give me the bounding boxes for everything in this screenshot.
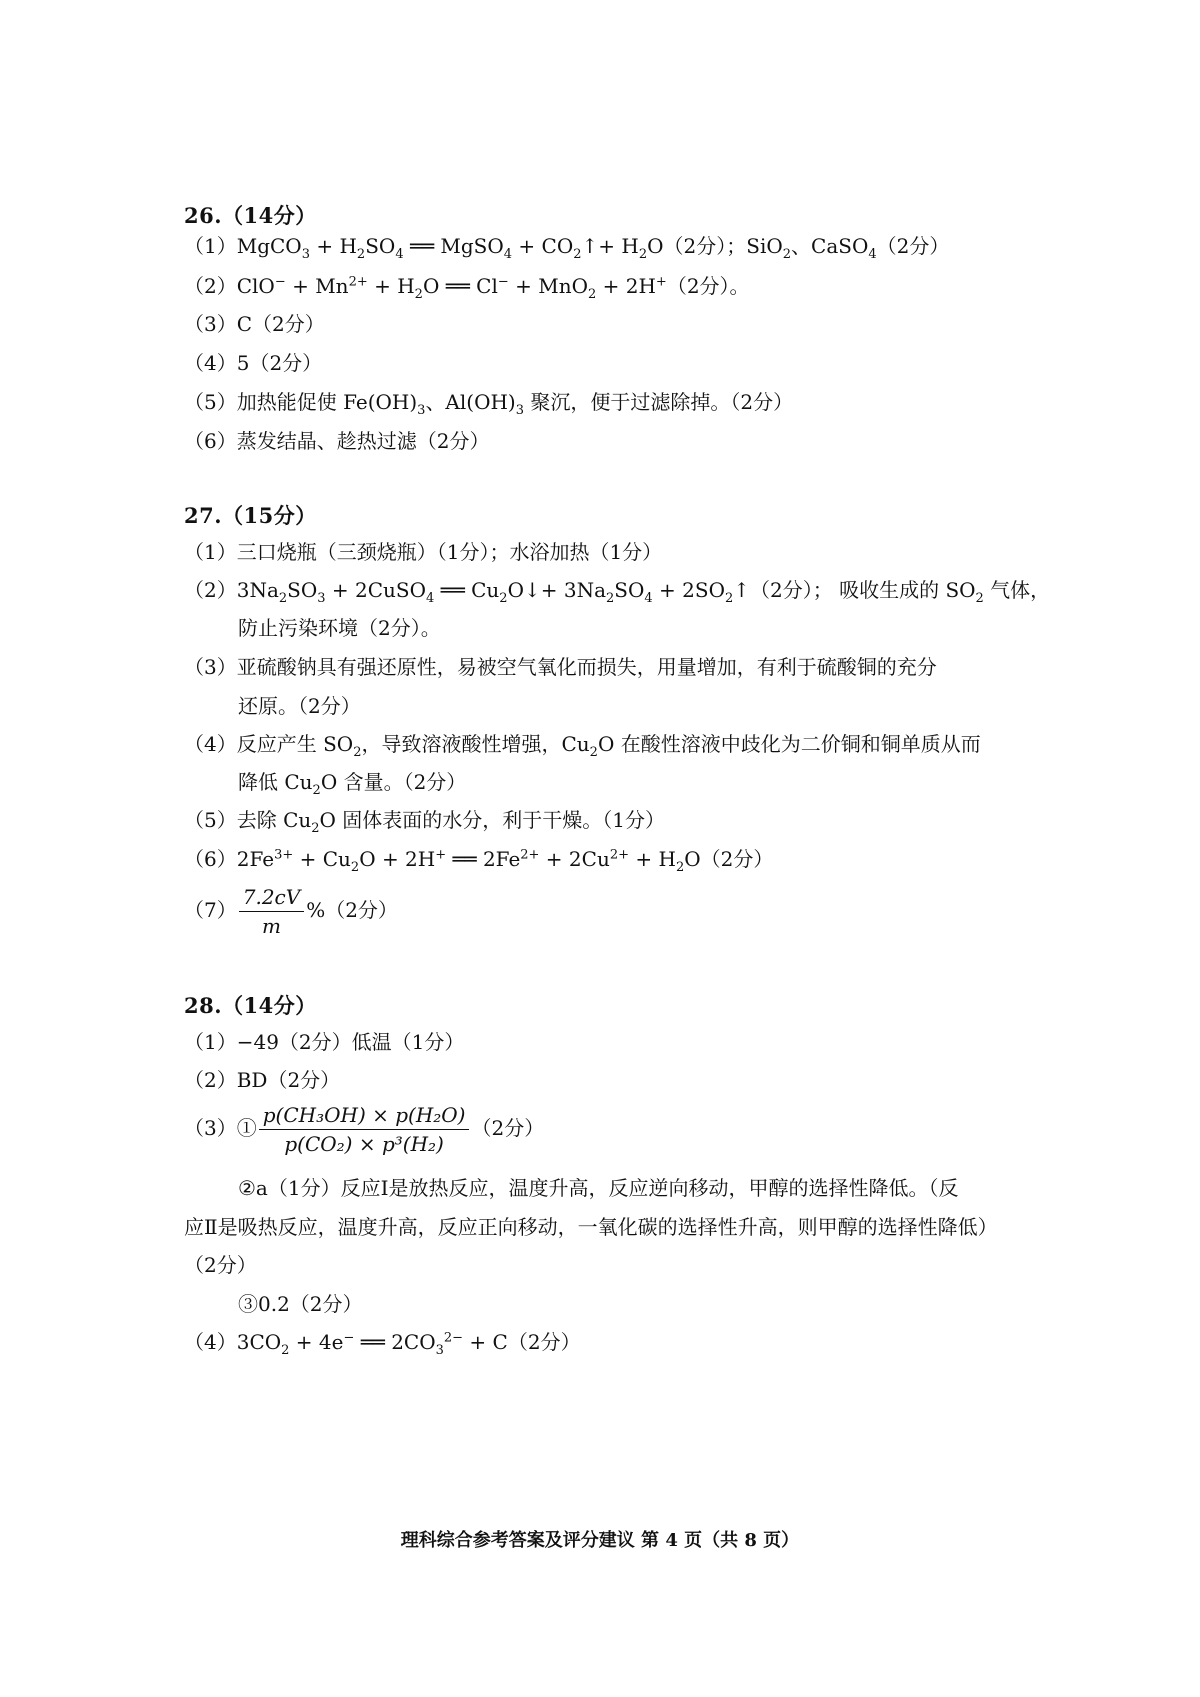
q27-answer-1: （1）三口烧瓶（三颈烧瓶）（1分）；水浴加热（1分）: [184, 540, 663, 564]
q27-answer-2: $(2)3Na_2SO_3$ + 2CuSO$_4$ ══ $Cu_2O↓+ 3Na_2SO_4$ + $2SO_2↑(2$分）； 吸收生成的 $SO_2$ 气体，: [184, 578, 1051, 606]
q28-answer-2: （2）BD（2分）: [184, 1068, 341, 1092]
q27-title: 27.（15分）: [184, 503, 317, 528]
q27-answer-2-cont: 防止污染环境（2分）。: [238, 616, 441, 640]
q26-answer-6: （6）蒸发结晶、趁热过滤（2分）: [184, 429, 490, 453]
q26-title: 26.（14分）: [184, 203, 317, 228]
q28-title: 28.（14分）: [184, 993, 317, 1018]
q27-answer-7: （7） $\frac{7.2cV}{m}$ %（2分）: [184, 885, 398, 938]
q27-answer-5: （5）去除 $Cu_2O$ 固体表面的水分，利于干燥。（1分）: [184, 808, 666, 836]
q26-answer-5: （5）加热能促使 $Fe(OH)_3$、$Al(OH)_3$ 聚沉，便于过滤除掉。（2分）: [184, 390, 794, 418]
q26-answer-2: $(2)ClO^- + Mn^{2+} + H_2O$ ══ Cl− + MnO$_2$ + 2H+（2分）。: [184, 274, 750, 302]
q28-answer-3-2: ②a（1分）反应Ⅰ是放热反应，温度升高，反应逆向移动，甲醇的选择性降低。（反: [238, 1176, 959, 1200]
q27-answer-6: $(6)2Fe^{3+} + Cu_2O + 2H^+$ ══ $2Fe^{2+} + 2Cu^{2+} + H_2O(2$分）: [184, 847, 774, 875]
q26-answer-3: （3）C（2分）: [184, 312, 325, 336]
q28-answer-3-3: ③0.2（2分）: [238, 1292, 363, 1316]
q27-answer-4-cont: 降低 $Cu_2O$ 含量。（2分）: [238, 770, 467, 798]
q28-answer-3-2-score: （2分）: [184, 1253, 257, 1277]
q28-answer-4: $(4)3CO_2 + 4e^-$ ══ $2CO_3^{2-} + C(2$分）: [184, 1330, 581, 1358]
q28-kp-fraction: $\frac{\text{p(CH₃OH) × p(H₂O)}}{\text{p(CO₂) × p³(H₂)}}$: [259, 1101, 470, 1158]
q27-answer-4: （4）反应产生 $SO_2$，导致溶液酸性增强，$Cu_2O$ 在酸性溶液中歧化为二价铜和铜单质从而: [184, 732, 981, 760]
q28-answer-3-2-cont: 应Ⅱ是吸热反应，温度升高，反应正向移动，一氧化碳的选择性升高，则甲醇的选择性降低）: [184, 1215, 998, 1239]
q28-answer-3-1: （3）① $\frac{\text{p(CH₃OH) × p(H₂O)}}{\text{p(CO₂) × p³(H₂)}}$ （2分）: [184, 1103, 545, 1156]
q27-answer-3-cont: 还原。（2分）: [238, 694, 361, 718]
q26-answer-1: （1）MgCO$_3$ + $H_2SO_4$ ══ MgSO$_4$ + $CO_2↑+ H_2O(2$分）；SiO$_2$、CaSO$_4$（2分）: [184, 234, 950, 262]
q28-answer-1: （1）−49（2分）低温（1分）: [184, 1030, 465, 1054]
page-footer: 理科综合参考答案及评分建议 第 4 页（共 8 页）: [400, 1530, 800, 1551]
q27-answer-3: （3）亚硫酸钠具有强还原性，易被空气氧化而损失，用量增加，有利于硫酸铜的充分: [184, 655, 937, 679]
q27-fraction: $\frac{7.2cV}{m}$: [239, 883, 304, 940]
q26-answer-4: （4）5（2分）: [184, 351, 323, 375]
